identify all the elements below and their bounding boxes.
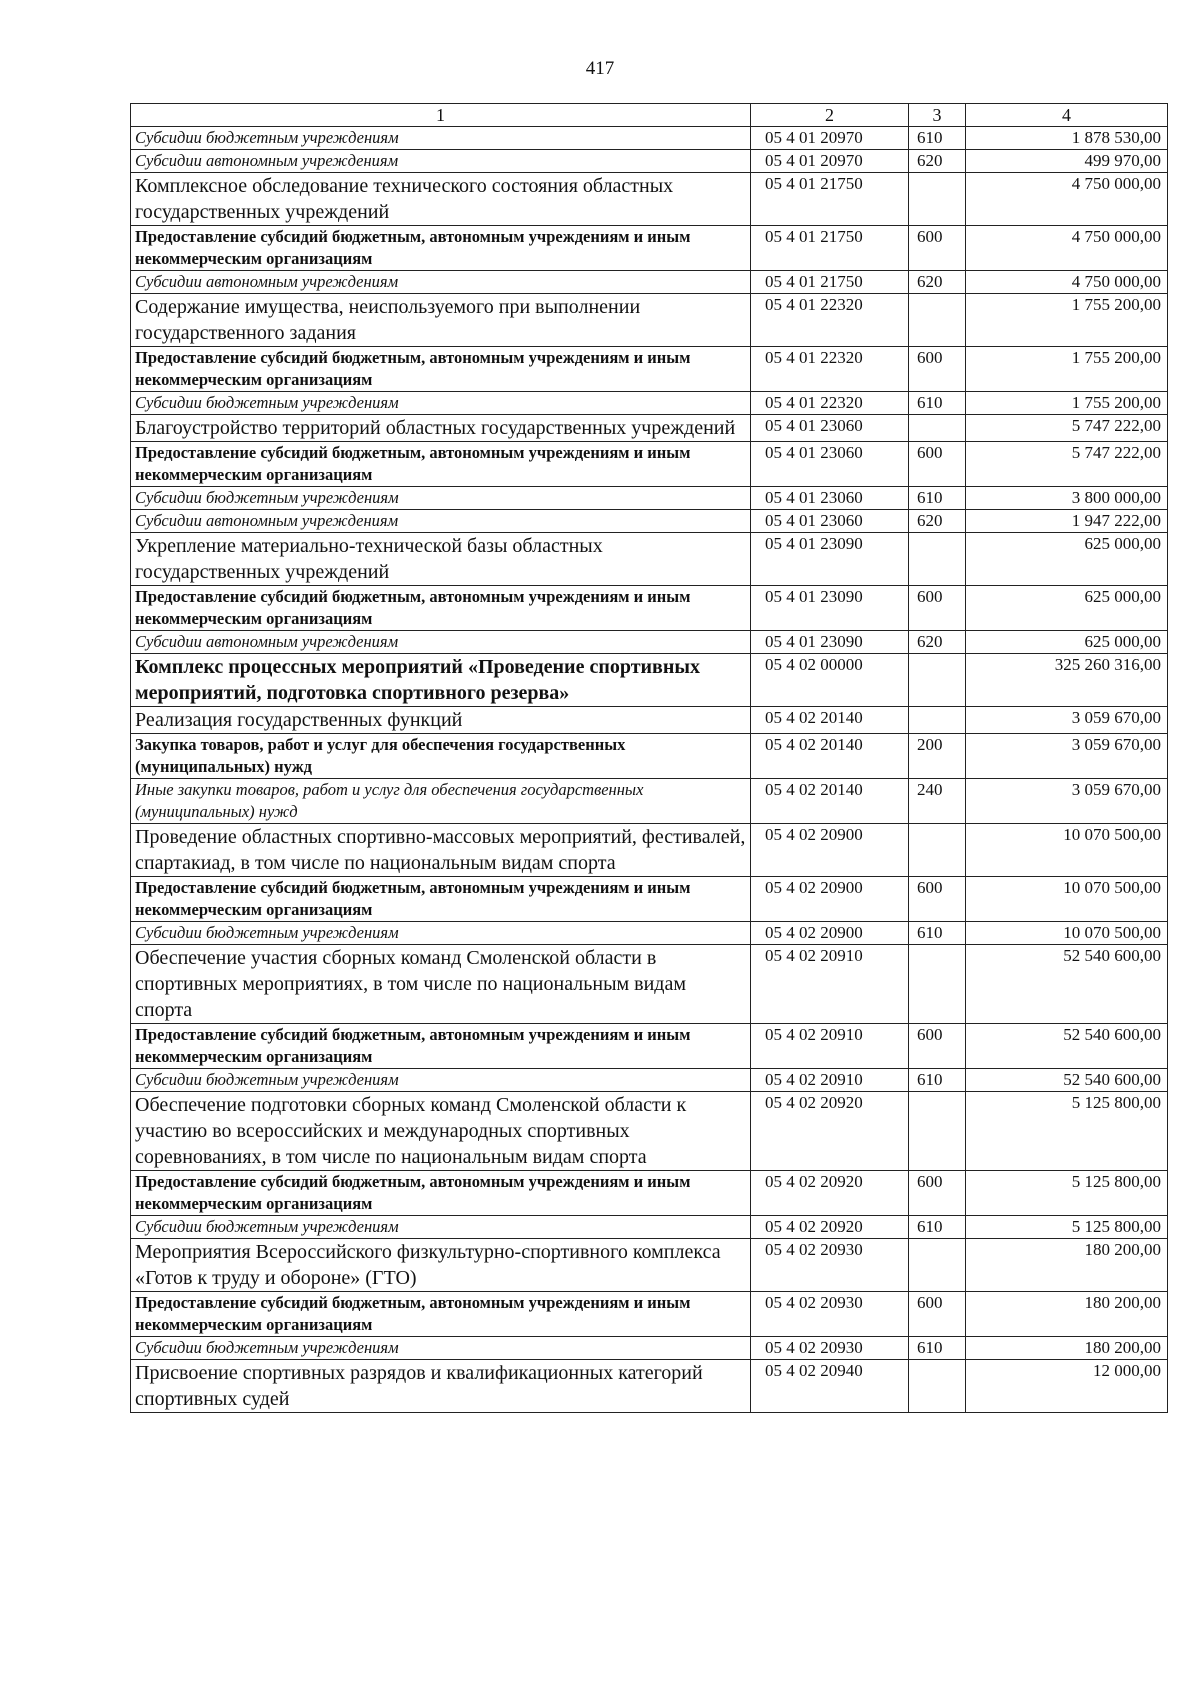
row-kvr: 600 (909, 347, 966, 392)
row-name: Комплекс процессных мероприятий «Проведение спортивных мероприятий, подготовка спортивного резерва» (131, 654, 751, 707)
table-row (131, 779, 1168, 824)
row-code: 05 4 02 20910 (751, 1024, 909, 1069)
row-sum: 10 070 500,00 (966, 922, 1168, 945)
row-name: Мероприятия Всероссийского физкультурно-спортивного комплекса «Готов к труду и обороне» (ГТО) (131, 1239, 751, 1292)
row-code: 05 4 01 23090 (751, 631, 909, 654)
header-col-3: 3 (909, 104, 966, 127)
table-row (131, 654, 1168, 707)
table-row (131, 1069, 1168, 1092)
row-code: 05 4 02 20140 (751, 734, 909, 779)
row-kvr (909, 173, 966, 226)
table-row (131, 1024, 1168, 1069)
row-code: 05 4 01 22320 (751, 392, 909, 415)
row-sum: 499 970,00 (966, 150, 1168, 173)
row-name: Субсидии бюджетным учреждениям (131, 1069, 751, 1092)
row-sum: 4 750 000,00 (966, 226, 1168, 271)
row-name: Благоустройство территорий областных государственных учреждений (131, 415, 751, 442)
table-row (131, 173, 1168, 226)
row-kvr: 600 (909, 442, 966, 487)
table-row (131, 415, 1168, 442)
row-kvr: 620 (909, 271, 966, 294)
table-row (131, 1337, 1168, 1360)
row-name: Присвоение спортивных разрядов и квалификационных категорий спортивных судей (131, 1360, 751, 1413)
table-row (131, 631, 1168, 654)
row-kvr: 600 (909, 1171, 966, 1216)
row-name: Субсидии бюджетным учреждениям (131, 922, 751, 945)
table-row (131, 533, 1168, 586)
table-header-row (131, 104, 1168, 127)
row-code: 05 4 01 22320 (751, 294, 909, 347)
row-sum: 12 000,00 (966, 1360, 1168, 1413)
row-kvr: 610 (909, 1216, 966, 1239)
row-sum: 625 000,00 (966, 533, 1168, 586)
row-code: 05 4 02 20920 (751, 1171, 909, 1216)
row-code: 05 4 01 23090 (751, 533, 909, 586)
row-code: 05 4 02 20920 (751, 1216, 909, 1239)
row-kvr (909, 824, 966, 877)
row-kvr (909, 945, 966, 1024)
row-name: Обеспечение подготовки сборных команд Смоленской области к участию во всероссийских и международных спортивных соревнованиях, в том числе по национальным видам спорта (131, 1092, 751, 1171)
table-row (131, 586, 1168, 631)
row-kvr (909, 533, 966, 586)
row-name: Иные закупки товаров, работ и услуг для обеспечения государственных (муниципальных) нужд (131, 779, 751, 824)
budget-table (130, 103, 1168, 1413)
row-sum: 325 260 316,00 (966, 654, 1168, 707)
row-code: 05 4 01 21750 (751, 173, 909, 226)
row-kvr (909, 654, 966, 707)
row-sum: 5 125 800,00 (966, 1092, 1168, 1171)
row-name: Субсидии автономным учреждениям (131, 510, 751, 533)
table-row (131, 734, 1168, 779)
row-kvr (909, 294, 966, 347)
row-name: Предоставление субсидий бюджетным, автономным учреждениям и иным некоммерческим организациям (131, 226, 751, 271)
row-name: Закупка товаров, работ и услуг для обеспечения государственных (муниципальных) нужд (131, 734, 751, 779)
row-name: Содержание имущества, неиспользуемого при выполнении государственного задания (131, 294, 751, 347)
row-name: Предоставление субсидий бюджетным, автономным учреждениям и иным некоммерческим организациям (131, 1292, 751, 1337)
table-row (131, 1360, 1168, 1413)
row-sum: 180 200,00 (966, 1239, 1168, 1292)
table-row (131, 1092, 1168, 1171)
row-sum: 3 059 670,00 (966, 707, 1168, 734)
row-code: 05 4 02 20910 (751, 945, 909, 1024)
row-sum: 4 750 000,00 (966, 271, 1168, 294)
row-code: 05 4 01 23060 (751, 487, 909, 510)
row-name: Обеспечение участия сборных команд Смоленской области в спортивных мероприятиях, в том числе по национальным видам спорта (131, 945, 751, 1024)
row-name: Предоставление субсидий бюджетным, автономным учреждениям и иным некоммерческим организациям (131, 442, 751, 487)
row-kvr: 240 (909, 779, 966, 824)
row-sum: 1 755 200,00 (966, 347, 1168, 392)
row-kvr (909, 415, 966, 442)
row-name: Предоставление субсидий бюджетным, автономным учреждениям и иным некоммерческим организациям (131, 877, 751, 922)
table-row (131, 510, 1168, 533)
row-name: Субсидии бюджетным учреждениям (131, 487, 751, 510)
table-row (131, 226, 1168, 271)
row-kvr: 200 (909, 734, 966, 779)
table-row (131, 392, 1168, 415)
row-sum: 3 059 670,00 (966, 779, 1168, 824)
row-name: Субсидии бюджетным учреждениям (131, 127, 751, 150)
header-col-1: 1 (131, 104, 751, 127)
row-code: 05 4 02 20930 (751, 1292, 909, 1337)
row-kvr: 600 (909, 1024, 966, 1069)
row-code: 05 4 02 00000 (751, 654, 909, 707)
row-sum: 1 947 222,00 (966, 510, 1168, 533)
row-kvr: 610 (909, 487, 966, 510)
row-name: Субсидии бюджетным учреждениям (131, 1337, 751, 1360)
row-kvr: 620 (909, 510, 966, 533)
row-kvr (909, 1360, 966, 1413)
table-row (131, 824, 1168, 877)
row-sum: 5 125 800,00 (966, 1171, 1168, 1216)
table-row (131, 707, 1168, 734)
row-sum: 180 200,00 (966, 1337, 1168, 1360)
table-row (131, 877, 1168, 922)
row-code: 05 4 02 20920 (751, 1092, 909, 1171)
table-row (131, 442, 1168, 487)
row-name: Комплексное обследование технического состояния областных государственных учреждений (131, 173, 751, 226)
table-row (131, 127, 1168, 150)
row-name: Укрепление материально-технической базы областных государственных учреждений (131, 533, 751, 586)
row-name: Субсидии бюджетным учреждениям (131, 1216, 751, 1239)
table-row (131, 945, 1168, 1024)
row-code: 05 4 02 20900 (751, 922, 909, 945)
table-row (131, 1239, 1168, 1292)
row-code: 05 4 01 23090 (751, 586, 909, 631)
table-row (131, 1292, 1168, 1337)
row-sum: 1 878 530,00 (966, 127, 1168, 150)
row-name: Субсидии автономным учреждениям (131, 150, 751, 173)
row-kvr: 610 (909, 392, 966, 415)
table-row (131, 150, 1168, 173)
row-code: 05 4 01 20970 (751, 127, 909, 150)
row-code: 05 4 02 20930 (751, 1337, 909, 1360)
header-col-2: 2 (751, 104, 909, 127)
row-kvr: 600 (909, 586, 966, 631)
row-sum: 10 070 500,00 (966, 877, 1168, 922)
header-col-4: 4 (966, 104, 1168, 127)
row-name: Субсидии автономным учреждениям (131, 271, 751, 294)
row-kvr (909, 1239, 966, 1292)
table-row (131, 487, 1168, 510)
row-name: Предоставление субсидий бюджетным, автономным учреждениям и иным некоммерческим организациям (131, 1171, 751, 1216)
table-row (131, 294, 1168, 347)
row-kvr: 610 (909, 1069, 966, 1092)
row-code: 05 4 02 20900 (751, 824, 909, 877)
row-code: 05 4 01 23060 (751, 510, 909, 533)
row-code: 05 4 02 20900 (751, 877, 909, 922)
table-row (131, 347, 1168, 392)
row-name: Проведение областных спортивно-массовых мероприятий, фестивалей, спартакиад, в том числе по национальным видам спорта (131, 824, 751, 877)
row-kvr (909, 707, 966, 734)
row-code: 05 4 02 20930 (751, 1239, 909, 1292)
row-kvr: 600 (909, 226, 966, 271)
row-name: Субсидии бюджетным учреждениям (131, 392, 751, 415)
row-sum: 5 747 222,00 (966, 442, 1168, 487)
row-name: Предоставление субсидий бюджетным, автономным учреждениям и иным некоммерческим организациям (131, 586, 751, 631)
row-sum: 52 540 600,00 (966, 1024, 1168, 1069)
row-code: 05 4 02 20910 (751, 1069, 909, 1092)
page-number: 417 (585, 58, 615, 79)
row-kvr: 600 (909, 877, 966, 922)
row-sum: 4 750 000,00 (966, 173, 1168, 226)
row-kvr (909, 1092, 966, 1171)
table-row (131, 271, 1168, 294)
table-row (131, 1216, 1168, 1239)
row-sum: 625 000,00 (966, 586, 1168, 631)
row-kvr: 610 (909, 127, 966, 150)
row-name: Субсидии автономным учреждениям (131, 631, 751, 654)
row-sum: 3 059 670,00 (966, 734, 1168, 779)
row-code: 05 4 01 21750 (751, 271, 909, 294)
row-code: 05 4 01 20970 (751, 150, 909, 173)
row-sum: 5 747 222,00 (966, 415, 1168, 442)
row-sum: 10 070 500,00 (966, 824, 1168, 877)
row-sum: 3 800 000,00 (966, 487, 1168, 510)
row-code: 05 4 01 21750 (751, 226, 909, 271)
row-name: Предоставление субсидий бюджетным, автономным учреждениям и иным некоммерческим организациям (131, 1024, 751, 1069)
row-code: 05 4 01 23060 (751, 415, 909, 442)
row-kvr: 610 (909, 922, 966, 945)
row-name: Предоставление субсидий бюджетным, автономным учреждениям и иным некоммерческим организациям (131, 347, 751, 392)
row-kvr: 610 (909, 1337, 966, 1360)
row-sum: 180 200,00 (966, 1292, 1168, 1337)
row-code: 05 4 01 23060 (751, 442, 909, 487)
row-sum: 1 755 200,00 (966, 392, 1168, 415)
row-name: Реализация государственных функций (131, 707, 751, 734)
row-kvr: 600 (909, 1292, 966, 1337)
table-row (131, 922, 1168, 945)
row-sum: 5 125 800,00 (966, 1216, 1168, 1239)
row-sum: 52 540 600,00 (966, 1069, 1168, 1092)
row-sum: 52 540 600,00 (966, 945, 1168, 1024)
row-code: 05 4 02 20140 (751, 707, 909, 734)
row-code: 05 4 02 20140 (751, 779, 909, 824)
row-code: 05 4 02 20940 (751, 1360, 909, 1413)
table-row (131, 1171, 1168, 1216)
row-sum: 1 755 200,00 (966, 294, 1168, 347)
row-kvr: 620 (909, 150, 966, 173)
row-kvr: 620 (909, 631, 966, 654)
row-sum: 625 000,00 (966, 631, 1168, 654)
row-code: 05 4 01 22320 (751, 347, 909, 392)
